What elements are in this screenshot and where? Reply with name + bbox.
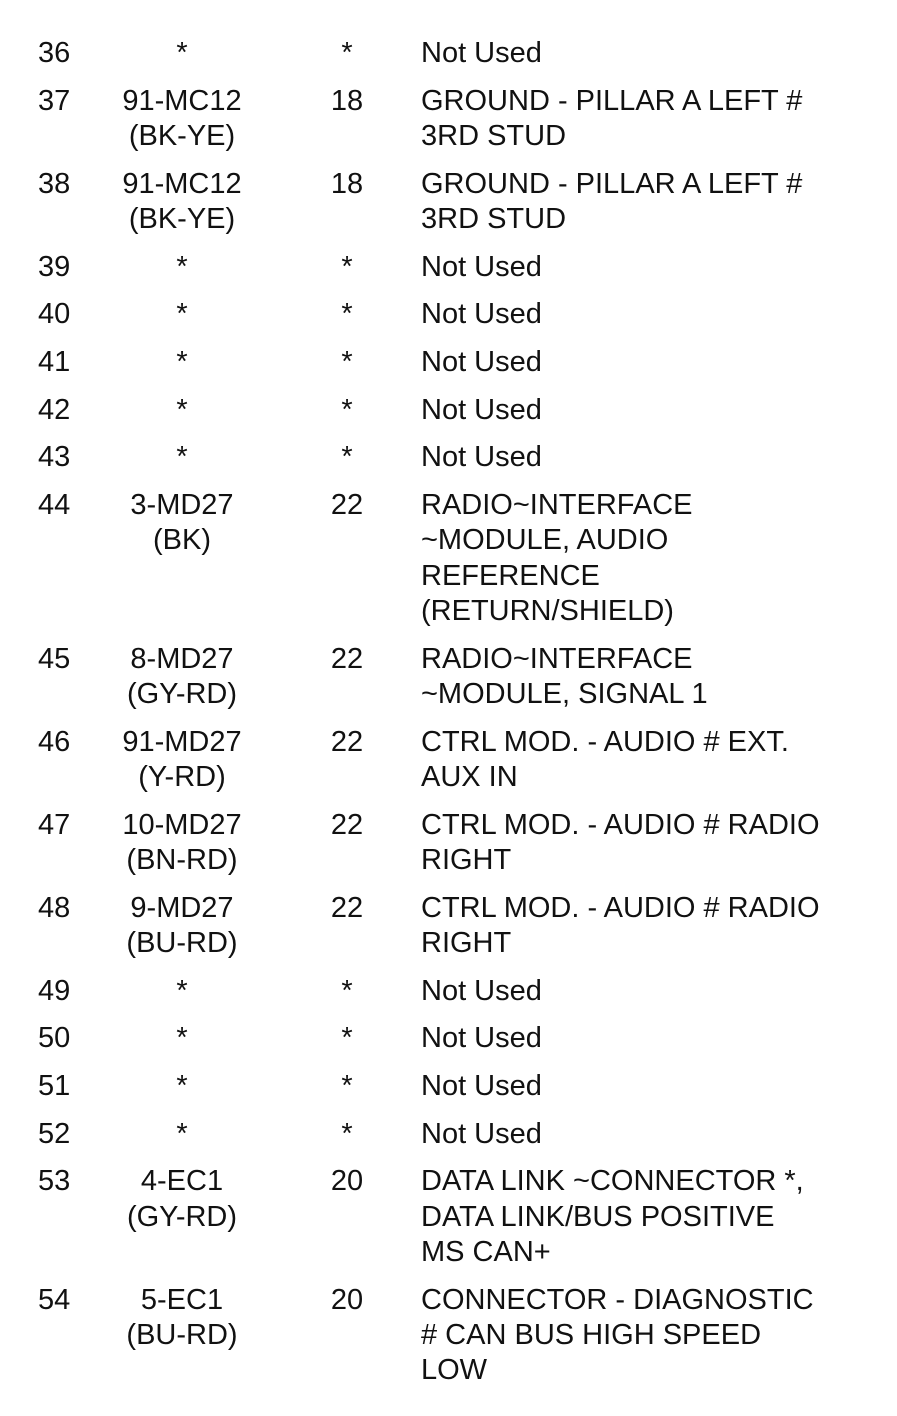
pin-number: 45	[38, 642, 71, 675]
circuit-code	[93, 167, 271, 238]
circuit-line: *	[176, 974, 188, 1007]
function-line: REFERENCE	[421, 559, 600, 592]
circuit-line: *	[176, 393, 188, 426]
pin-number: 50	[38, 1022, 71, 1055]
table-row	[0, 891, 897, 962]
wire-gauge: 20	[330, 1283, 364, 1316]
function-line: GROUND - PILLAR A LEFT #	[421, 167, 803, 200]
circuit-line: 91-MC12	[122, 84, 242, 117]
pin-number: 36	[38, 37, 71, 69]
circuit-code	[93, 808, 271, 879]
table-row	[0, 250, 897, 285]
pin-number: 40	[38, 298, 71, 331]
function-line: CTRL MOD. - AUDIO # EXT.	[421, 725, 789, 758]
function-line: Not Used	[421, 974, 542, 1007]
circuit-function	[421, 488, 881, 629]
circuit-function	[421, 440, 881, 475]
pin-number: 44	[38, 489, 71, 522]
pin-number: 47	[38, 808, 71, 841]
circuit-function	[421, 642, 881, 713]
circuit-line: 8-MD27	[130, 642, 234, 675]
wire-gauge: 20	[330, 1165, 364, 1198]
pin-number: 39	[38, 250, 71, 283]
function-line: 3RD STUD	[421, 202, 567, 235]
function-line: 3RD STUD	[421, 119, 567, 152]
function-line: CTRL MOD. - AUDIO # RADIO	[421, 891, 820, 924]
pin-number: 51	[38, 1069, 71, 1102]
circuit-line: (GY-RD)	[126, 677, 238, 710]
circuit-function	[421, 250, 881, 285]
circuit-code	[93, 36, 271, 71]
table-row	[0, 167, 897, 238]
table-row	[0, 974, 897, 1009]
circuit-line: 10-MD27	[122, 808, 242, 841]
pin-number: 54	[38, 1283, 71, 1316]
table-row	[0, 1117, 897, 1152]
circuit-function	[421, 1283, 881, 1389]
circuit-function	[421, 84, 881, 155]
wire-gauge: *	[341, 37, 353, 69]
circuit-function	[421, 1117, 881, 1152]
wire-gauge: *	[341, 441, 353, 474]
wire-gauge: *	[341, 346, 353, 379]
function-line: LOW	[421, 1354, 488, 1387]
pin-number: 42	[38, 393, 71, 426]
function-line: ~MODULE, SIGNAL 1	[421, 677, 708, 710]
circuit-line: *	[176, 1069, 188, 1102]
function-line: Not Used	[421, 1117, 542, 1150]
circuit-function	[421, 345, 881, 380]
circuit-line: *	[176, 441, 188, 474]
function-line: # CAN BUS HIGH SPEED	[421, 1318, 762, 1351]
circuit-line: 5-EC1	[140, 1283, 224, 1316]
function-line: Not Used	[421, 298, 542, 331]
wire-gauge: *	[341, 1069, 353, 1102]
function-line: Not Used	[421, 37, 542, 69]
pin-number: 41	[38, 346, 71, 379]
circuit-line: 9-MD27	[130, 891, 234, 924]
pin-number: 38	[38, 167, 71, 200]
circuit-line: (BU-RD)	[126, 1318, 238, 1351]
table-row	[0, 84, 897, 155]
circuit-line: *	[176, 346, 188, 379]
table-row	[0, 642, 897, 713]
circuit-code	[93, 974, 271, 1009]
table-row	[0, 345, 897, 380]
function-line: MS CAN+	[421, 1235, 551, 1268]
table-row	[0, 440, 897, 475]
circuit-line: 3-MD27	[130, 489, 234, 522]
wire-gauge: *	[341, 974, 353, 1007]
function-line: CONNECTOR - DIAGNOSTIC	[421, 1283, 814, 1316]
circuit-code	[93, 297, 271, 332]
circuit-code	[93, 488, 271, 559]
circuit-code	[93, 1164, 271, 1235]
function-line: DATA LINK/BUS POSITIVE	[421, 1200, 775, 1233]
circuit-line: *	[176, 37, 188, 69]
circuit-function	[421, 36, 881, 71]
circuit-function	[421, 167, 881, 238]
function-line: Not Used	[421, 441, 542, 474]
function-line: RIGHT	[421, 843, 512, 876]
circuit-line: (BU-RD)	[126, 926, 238, 959]
table-row	[0, 1069, 897, 1104]
circuit-code	[93, 84, 271, 155]
function-line: Not Used	[421, 1022, 542, 1055]
pin-number: 37	[38, 84, 71, 117]
wire-gauge: *	[341, 298, 353, 331]
circuit-line: (GY-RD)	[126, 1200, 238, 1233]
circuit-code	[93, 393, 271, 428]
function-line: ~MODULE, AUDIO	[421, 524, 669, 557]
table-row	[0, 1283, 897, 1389]
pin-number: 52	[38, 1117, 71, 1150]
table-row	[0, 1164, 897, 1270]
function-line: Not Used	[421, 250, 542, 283]
function-line: GROUND - PILLAR A LEFT #	[421, 84, 803, 117]
wire-gauge: *	[341, 1117, 353, 1150]
pin-number: 49	[38, 974, 71, 1007]
circuit-line: 4-EC1	[140, 1165, 224, 1198]
circuit-line: *	[176, 1117, 188, 1150]
function-line: CTRL MOD. - AUDIO # RADIO	[421, 808, 820, 841]
circuit-function	[421, 725, 881, 796]
circuit-line: (BK)	[153, 524, 211, 557]
circuit-line: 91-MC12	[122, 167, 242, 200]
circuit-function	[421, 297, 881, 332]
function-line: RIGHT	[421, 926, 512, 959]
wire-gauge: *	[341, 1022, 353, 1055]
pin-number: 43	[38, 441, 71, 474]
circuit-code	[93, 642, 271, 713]
function-line: AUX IN	[421, 760, 518, 793]
circuit-line: (BK-YE)	[128, 119, 236, 152]
circuit-function	[421, 393, 881, 428]
table-row	[0, 1021, 897, 1056]
wire-gauge: 22	[330, 808, 364, 841]
pin-number: 53	[38, 1165, 71, 1198]
function-line: DATA LINK ~CONNECTOR *,	[421, 1165, 804, 1198]
pin-number: 48	[38, 891, 71, 924]
circuit-line: *	[176, 250, 188, 283]
circuit-function	[421, 974, 881, 1009]
circuit-function	[421, 1164, 881, 1270]
circuit-line: *	[176, 1022, 188, 1055]
function-line: RADIO~INTERFACE	[421, 489, 693, 522]
circuit-code	[93, 440, 271, 475]
circuit-function	[421, 891, 881, 962]
wire-gauge: 22	[330, 642, 364, 675]
function-line: RADIO~INTERFACE	[421, 642, 693, 675]
circuit-function	[421, 1021, 881, 1056]
connector-pinout-table	[0, 36, 897, 1401]
circuit-code	[93, 1283, 271, 1354]
table-row	[0, 297, 897, 332]
circuit-code	[93, 1021, 271, 1056]
pin-number: 46	[38, 725, 71, 758]
circuit-code	[93, 725, 271, 796]
table-row	[0, 725, 897, 796]
circuit-function	[421, 1069, 881, 1104]
circuit-line: (Y-RD)	[138, 760, 226, 793]
table-row	[0, 488, 897, 629]
function-line: Not Used	[421, 346, 542, 379]
function-line: Not Used	[421, 1069, 542, 1102]
table-row	[0, 36, 897, 71]
circuit-code	[93, 250, 271, 285]
wire-gauge: *	[341, 250, 353, 283]
circuit-code	[93, 345, 271, 380]
circuit-function	[421, 808, 881, 879]
circuit-code	[93, 1117, 271, 1152]
circuit-line: 91-MD27	[122, 725, 242, 758]
wire-gauge: 18	[330, 167, 364, 200]
circuit-line: (BN-RD)	[126, 843, 238, 876]
wire-gauge: 22	[330, 725, 364, 758]
wire-gauge: *	[341, 393, 353, 426]
circuit-line: (BK-YE)	[128, 202, 236, 235]
function-line: (RETURN/SHIELD)	[421, 594, 674, 627]
circuit-line: *	[176, 298, 188, 331]
table-row	[0, 393, 897, 428]
wire-gauge: 22	[330, 891, 364, 924]
wire-gauge: 18	[330, 84, 364, 117]
table-row	[0, 808, 897, 879]
circuit-code	[93, 891, 271, 962]
function-line: Not Used	[421, 393, 542, 426]
wire-gauge: 22	[330, 489, 364, 522]
circuit-code	[93, 1069, 271, 1104]
